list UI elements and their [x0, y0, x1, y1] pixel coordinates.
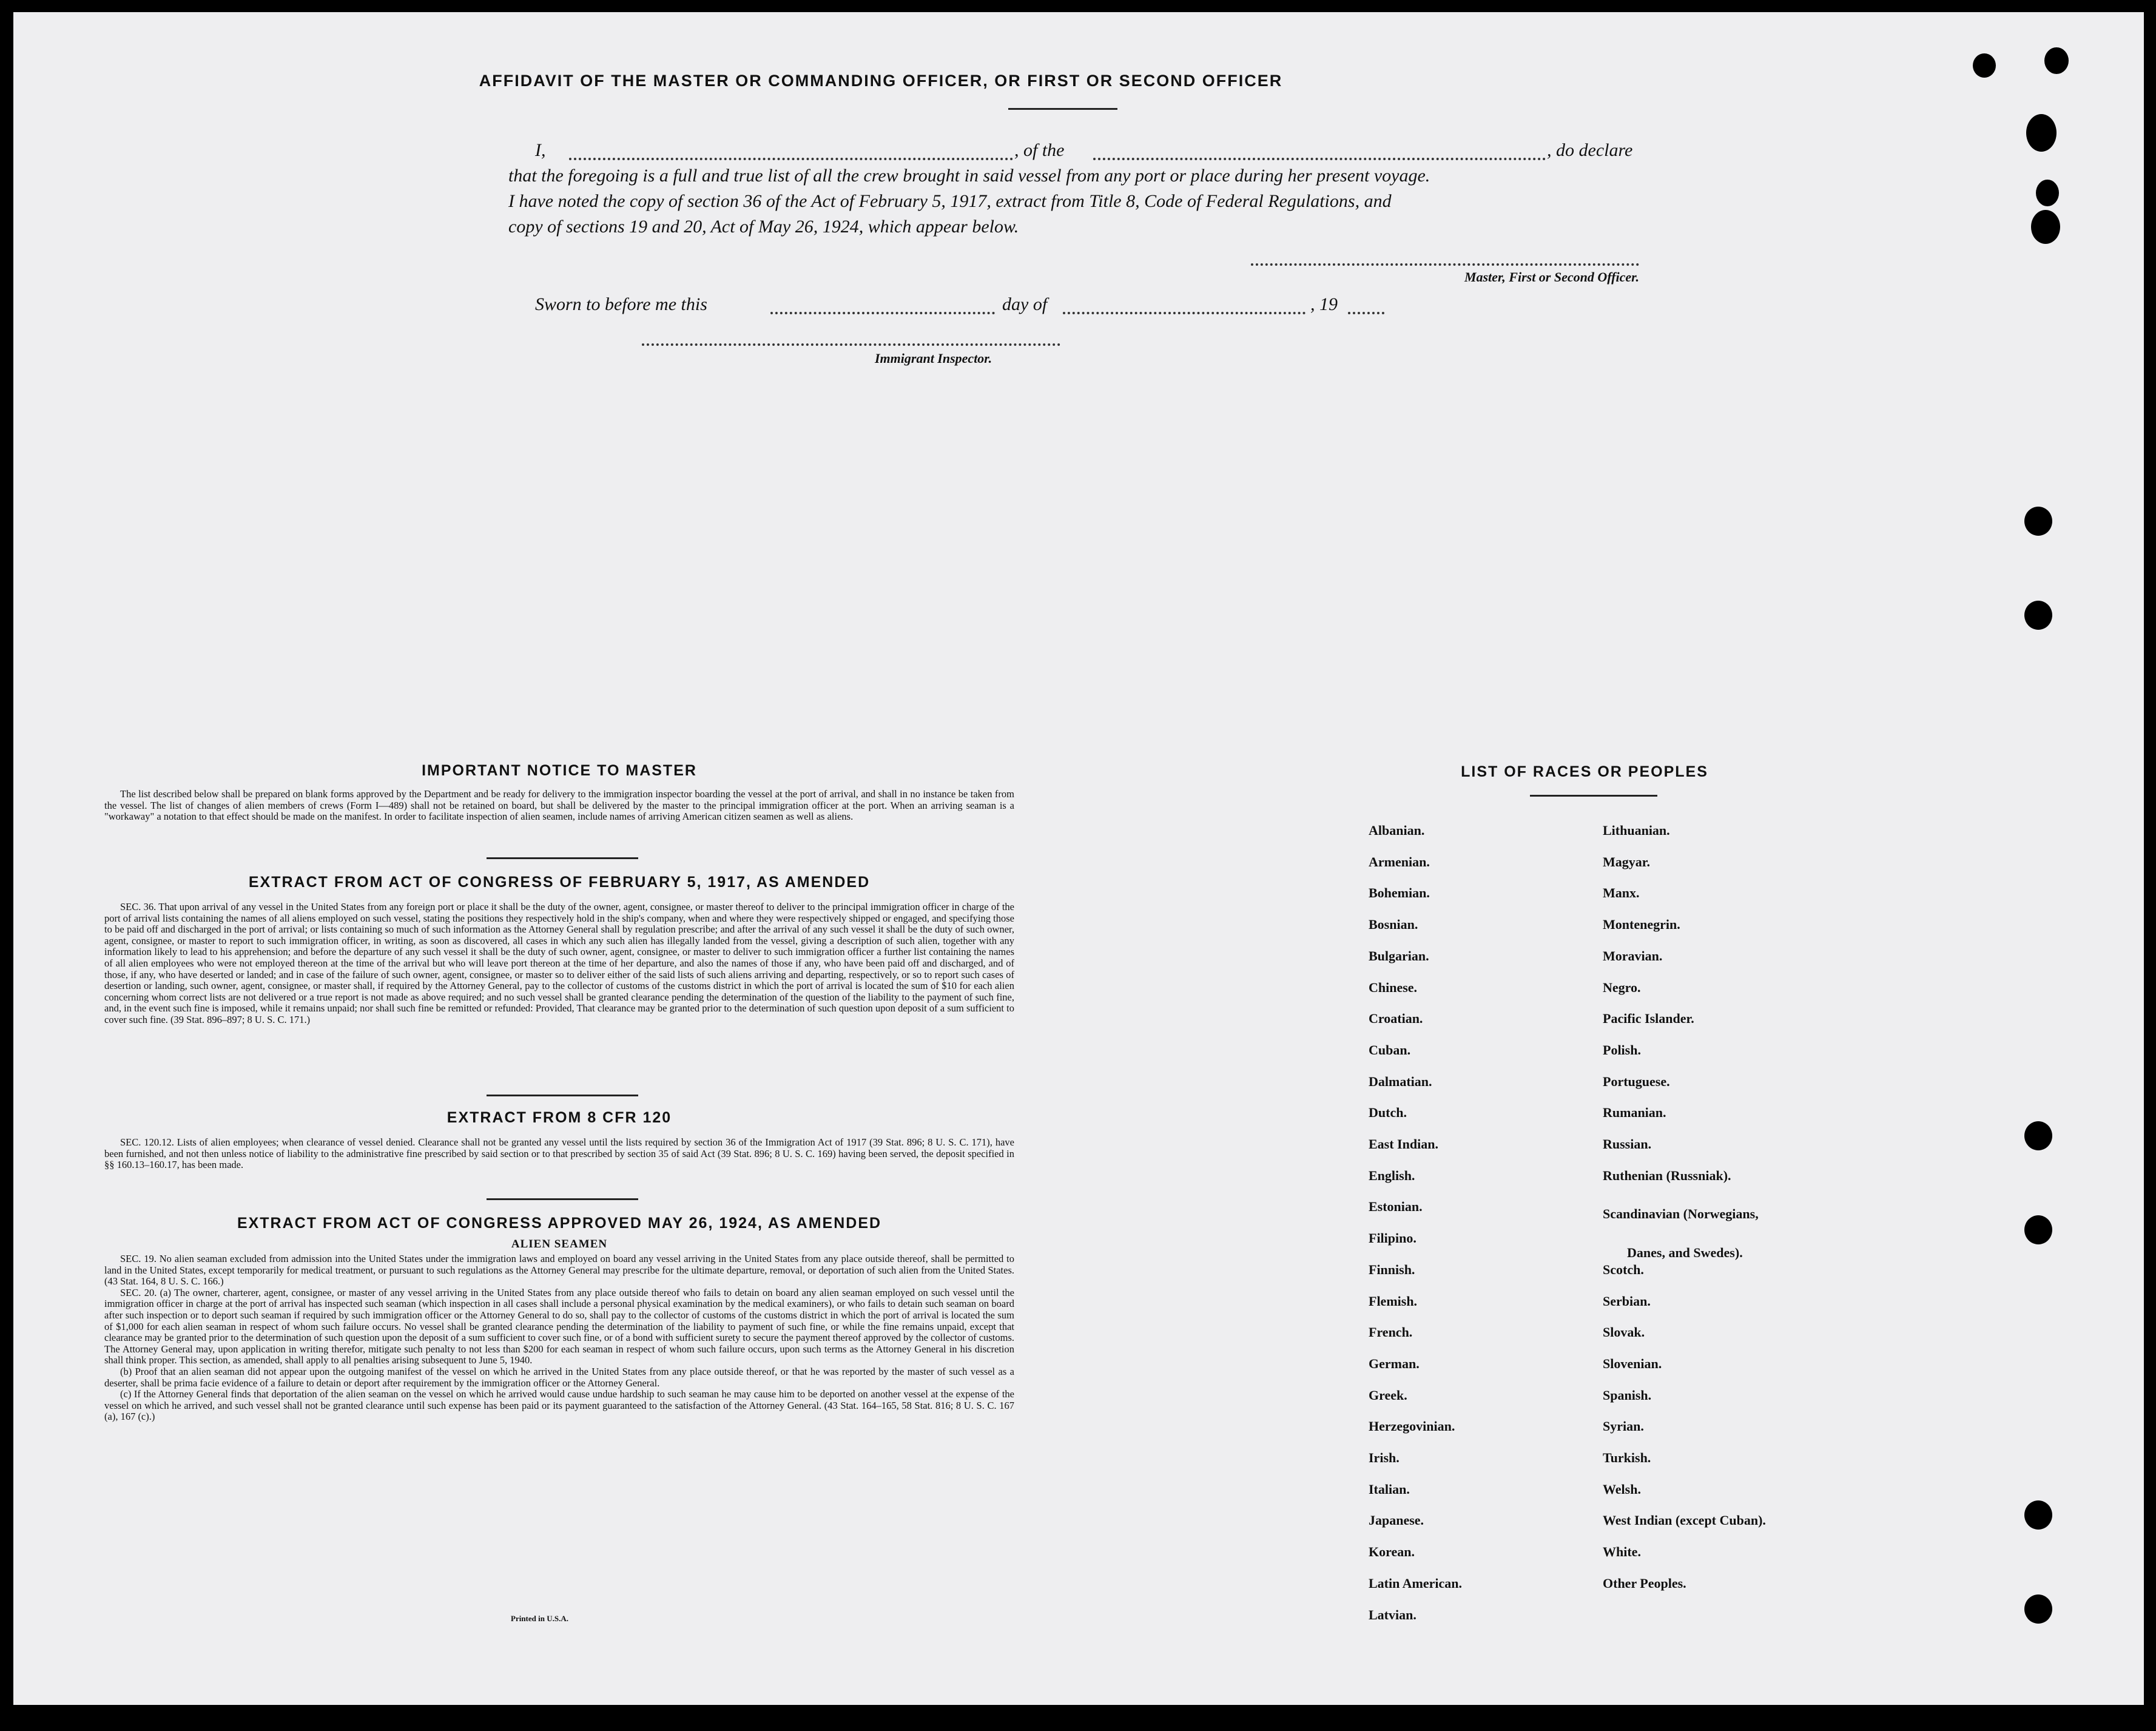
- race-item: Polish.: [1603, 1042, 1641, 1058]
- form-page: [13, 12, 2144, 1705]
- race-item: Armenian.: [1369, 854, 1430, 869]
- extract-1924-title: EXTRACT FROM ACT OF CONGRESS APPROVED MAY 26, 1924, AS AMENDED: [237, 1215, 882, 1232]
- punch-hole: [1973, 53, 1996, 78]
- extract-1917-title: EXTRACT FROM ACT OF CONGRESS OF FEBRUARY 5, 1917, AS AMENDED: [248, 874, 871, 891]
- master-caption: Master, First or Second Officer.: [1464, 269, 1639, 285]
- sworn-start: Sworn to before me this: [535, 294, 707, 314]
- affidavit-line-2: that the foregoing is a full and true list of all the crew brought in said vessel from any port or place during her present voyage.: [508, 166, 1430, 186]
- race-item: Herzegovinian.: [1369, 1419, 1455, 1434]
- sworn-mid: day of: [1002, 294, 1048, 314]
- race-item: Negro.: [1603, 979, 1641, 995]
- races-underline: [1530, 795, 1657, 797]
- race-item: Finnish.: [1369, 1261, 1415, 1277]
- sec-20a-paragraph: SEC. 20. (a) The owner, charterer, agent, consignee, or master of any vessel arriving in the United States from any place outside thereof who fails to detain on board any alien seaman employed on such vessel until the immigration officer in charge at the port of arrival has inspected such seaman (which inspection in all cases shall include a personal physical examination by the medical examiners), or who fails to detain such seaman on board after such inspection or to deport such seaman if required by such immigration officer or the Attorney General to do so, shall pay to the collector of customs of the customs district in which the port of arrival is located the sum of $1,000 for each alien seaman in respect of whom such failure occurs. No vessel shall be granted clearance pending the determination of the liability to payment of such fine, or while the fine remains unpaid, except that clearance may be granted prior to the determination of such question upon the deposit of a sum sufficient to cover such fine, or of a bond with sufficient surety to secure the payment thereof approved by the collector of customs. The Attorney General may, upon application in writing therefor, mitigate such penalty to not less than $200 for each seaman in respect of whom such failure occurs, upon such terms as the Attorney General in his discretion shall think proper. This section, as amended, shall apply to all penalties arising subsequent to June 5, 1940.: [104, 1286, 1014, 1366]
- race-item: German.: [1369, 1355, 1420, 1371]
- race-item: Bosnian.: [1369, 917, 1418, 933]
- race-item: Manx.: [1603, 885, 1640, 901]
- punch-hole: [2024, 1215, 2052, 1244]
- race-item: Bohemian.: [1369, 885, 1430, 901]
- sworn-day-blank[interactable]: [770, 312, 995, 314]
- punch-hole: [2044, 47, 2069, 74]
- affidavit-line-3: I have noted the copy of section 36 of the Act of February 5, 1917, extract from Title 8, Code of Federal Regulations, and: [508, 191, 1392, 211]
- race-item: Russian.: [1603, 1136, 1652, 1152]
- inspector-caption: Immigrant Inspector.: [875, 351, 992, 366]
- race-item: Magyar.: [1603, 854, 1651, 869]
- race-item: White.: [1603, 1544, 1641, 1560]
- notice-title: IMPORTANT NOTICE TO MASTER: [422, 762, 697, 779]
- divider: [487, 857, 638, 859]
- race-item: Latvian.: [1369, 1607, 1417, 1622]
- extract-1917-text: [104, 902, 1014, 1084]
- sworn-year-blank[interactable]: [1348, 312, 1384, 314]
- race-item: Spanish.: [1603, 1387, 1652, 1403]
- divider: [487, 1095, 638, 1096]
- race-item: Filipino.: [1369, 1230, 1417, 1246]
- race-item: Slovenian.: [1603, 1355, 1662, 1371]
- race-item: Bulgarian.: [1369, 948, 1429, 963]
- affidavit-line-4: copy of sections 19 and 20, Act of May 26, 1924, which appear below.: [508, 217, 1019, 237]
- race-item: Portuguese.: [1603, 1073, 1670, 1089]
- race-item: Estonian.: [1369, 1199, 1423, 1215]
- race-item: Dalmatian.: [1369, 1073, 1432, 1089]
- race-item: Syrian.: [1603, 1419, 1644, 1434]
- race-item: Scotch.: [1603, 1261, 1644, 1277]
- inspector-signature-blank[interactable]: [642, 343, 1060, 346]
- race-item: Albanian.: [1369, 823, 1425, 838]
- race-item: Scandinavian (Norwegians,: [1603, 1206, 1759, 1222]
- affidavit-line1-end: , do declare: [1547, 140, 1633, 160]
- divider: [487, 1198, 638, 1200]
- extract-cfr-text: [104, 1137, 1014, 1184]
- race-item: Japanese.: [1369, 1513, 1424, 1528]
- sworn-year: , 19: [1310, 294, 1338, 314]
- punch-hole: [2024, 1121, 2052, 1150]
- extract-1924-text: [104, 1254, 1014, 1508]
- extract-cfr-paragraph: SEC. 120.12. Lists of alien employees; when clearance of vessel denied. Clearance shall not be granted any vessel until the lists required by section 36 of the Immigration Act of 1917 (39 Stat. 896; 8 U. S. C. 171), have been furnished, and not then unless notice of liability to the administrative fine prescribed by said section or to that prescribed by section 35 of said Act (39 Stat. 896; 8 U. S. C. 169) having been served, the deposit specified in §§ 160.13–160.17, has been made.: [104, 1137, 1014, 1171]
- race-item: Dutch.: [1369, 1105, 1407, 1121]
- sec-19-paragraph: SEC. 19. No alien seaman excluded from admission into the United States under the immigration laws and employed on board any vessel arriving in the United States from any place outside thereof, shall be permitted to land in the United States, except temporarily for medical treatment, or pursuant to such regulations as the Attorney General may prescribe for the ultimate departure, removal, or deportation of such alien from the United States. (43 Stat. 164, 8 U. S. C. 166.): [104, 1254, 1014, 1287]
- notice-text: [104, 789, 1014, 847]
- race-item: Turkish.: [1603, 1450, 1651, 1465]
- punch-hole: [2031, 210, 2060, 244]
- punch-hole: [2024, 1594, 2052, 1624]
- race-item: Slovak.: [1603, 1324, 1645, 1340]
- race-item: Lithuanian.: [1603, 823, 1670, 838]
- race-item: Irish.: [1369, 1450, 1400, 1465]
- title-underline: [1008, 108, 1117, 110]
- affidavit-line-1: [535, 138, 1651, 163]
- race-item: Flemish.: [1369, 1293, 1418, 1309]
- race-item: Welsh.: [1603, 1481, 1641, 1497]
- race-item: West Indian (except Cuban).: [1603, 1513, 1766, 1528]
- race-item: Korean.: [1369, 1544, 1415, 1560]
- affidavit-line1-mid: , of the: [1014, 140, 1065, 160]
- printed-in-usa: Printed in U.S.A.: [511, 1614, 568, 1623]
- race-item: Croatian.: [1369, 1011, 1423, 1027]
- race-item: Ruthenian (Russniak).: [1603, 1167, 1731, 1183]
- sec-20b-paragraph: (b) Proof that an alien seaman did not appear upon the outgoing manifest of the vessel on which he arrived in the United States from any place outside thereof, or that he was reported by the master of such vessel as a deserter, shall be prima facie evidence of a failure to detain or deport after requirement by the immigration officer or the Attorney General.: [104, 1365, 1014, 1389]
- sworn-line: [535, 292, 1396, 317]
- race-item: French.: [1369, 1324, 1413, 1340]
- race-item: Greek.: [1369, 1387, 1407, 1403]
- race-item: Rumanian.: [1603, 1105, 1666, 1121]
- race-item: Latin American.: [1369, 1575, 1462, 1591]
- race-item: East Indian.: [1369, 1136, 1438, 1152]
- sec-20c-paragraph: (c) If the Attorney General finds that deportation of the alien seaman on the vessel on which he arrived would cause undue hardship to such seaman he may cause him to be deported on another vessel at the expense of the vessel on which he arrived, and such vessel shall not be granted clearance until such expense has been paid or its payment guaranteed to the satisfaction of the Attorney General. (43 Stat. 164–165, 58 Stat. 816; 8 U. S. C. 167 (a), 167 (c).): [104, 1388, 1014, 1423]
- race-item: English.: [1369, 1167, 1415, 1183]
- punch-hole: [2024, 601, 2052, 630]
- race-item: Italian.: [1369, 1481, 1410, 1497]
- master-signature-blank[interactable]: [1251, 263, 1639, 266]
- punch-hole: [2036, 180, 2059, 206]
- race-item: Montenegrin.: [1603, 917, 1680, 933]
- punch-hole: [2024, 1500, 2052, 1530]
- affidavit-line1-start: I,: [535, 140, 546, 160]
- race-item: Pacific Islander.: [1603, 1011, 1694, 1027]
- name-blank[interactable]: [569, 158, 1013, 160]
- race-item: Other Peoples.: [1603, 1575, 1686, 1591]
- race-item: Moravian.: [1603, 948, 1663, 963]
- sworn-month-blank[interactable]: [1063, 312, 1305, 314]
- alien-seamen-subtitle: ALIEN SEAMEN: [511, 1238, 608, 1250]
- punch-hole: [2026, 114, 2057, 152]
- race-item: Cuban.: [1369, 1042, 1411, 1058]
- vessel-blank[interactable]: [1093, 158, 1546, 160]
- extract-1917-paragraph: SEC. 36. That upon arrival of any vessel in the United States from any foreign port or place it shall be the duty of the owner, agent, consignee, or master thereof to deliver to the principal immigration officer in charge of the port of arrival lists containing the names of all aliens employed on such vessel, stating the positions they respectively hold in the ship's company, when and where they were respectively shipped or engaged, and specifying those to be paid off and discharged in the port of arrival; or lists containing so much of such information as the Attorney General shall by regulation prescribe; and after the arrival of any such vessel it shall be the duty of such owner, agent, consignee, or master to report to such immigration officer, in writing, as soon as discovered, all cases in which any such alien has illegally landed from the vessel, giving a description of such alien, together with any information likely to lead to his apprehension; and before the departure of any such vessel it shall be the duty of such owner, agent, consignee, or master to deliver to such immigration officer a further list containing the names of all alien employees who were not employed thereon at the time of the arrival but who will leave port thereon at the time of her departure, and also the names of those if any, who have been paid off and discharged, and of those, if any, who have deserted or landed; and in case of the failure of such owner, agent, consignee, or master so to deliver either of the said lists of such aliens arriving and departing, respectively, or so to report such cases of desertion or landing, such owner, agent, consignee, or master shall, if required by the Attorney General, pay to the collector of customs of the customs district in which the port of arrival is located the sum of $10 for each alien concerning whom correct lists are not delivered or a true report is not made as above required; and no such vessel shall be granted clearance pending the determination of the question of the liability to the payment of such fine, and, in the event such fine is imposed, while it remains unpaid; nor shall such fine be remitted or refunded: Provided, That clearance may be granted prior to the determination of such question upon deposit of a sum sufficient to cover such fine. (39 Stat. 896–897; 8 U. S. C. 171.): [104, 902, 1014, 1025]
- race-item: Chinese.: [1369, 979, 1418, 995]
- affidavit-title: AFFIDAVIT OF THE MASTER OR COMMANDING OFFICER, OR FIRST OR SECOND OFFICER: [479, 72, 1283, 90]
- races-title: LIST OF RACES OR PEOPLES: [1461, 763, 1708, 780]
- race-item: Serbian.: [1603, 1293, 1651, 1309]
- notice-paragraph: The list described below shall be prepared on blank forms approved by the Department and be ready for delivery to the immigration inspector boarding the vessel at the port of arrival, and shall in no instance be taken from the vessel. The list of changes of alien members of crews (Form I—489) shall not be retained on board, but shall be delivered by the master to the principal immigration officer at the port. When an arriving seaman is a "workaway" a notation to that effect should be made on the manifest. In order to facilitate inspection of alien seamen, include names of arriving American citizen seamen as well as aliens.: [104, 789, 1014, 823]
- extract-cfr-title: EXTRACT FROM 8 CFR 120: [446, 1109, 672, 1126]
- race-item: Danes, and Swedes).: [1627, 1245, 1743, 1261]
- punch-hole: [2024, 507, 2052, 536]
